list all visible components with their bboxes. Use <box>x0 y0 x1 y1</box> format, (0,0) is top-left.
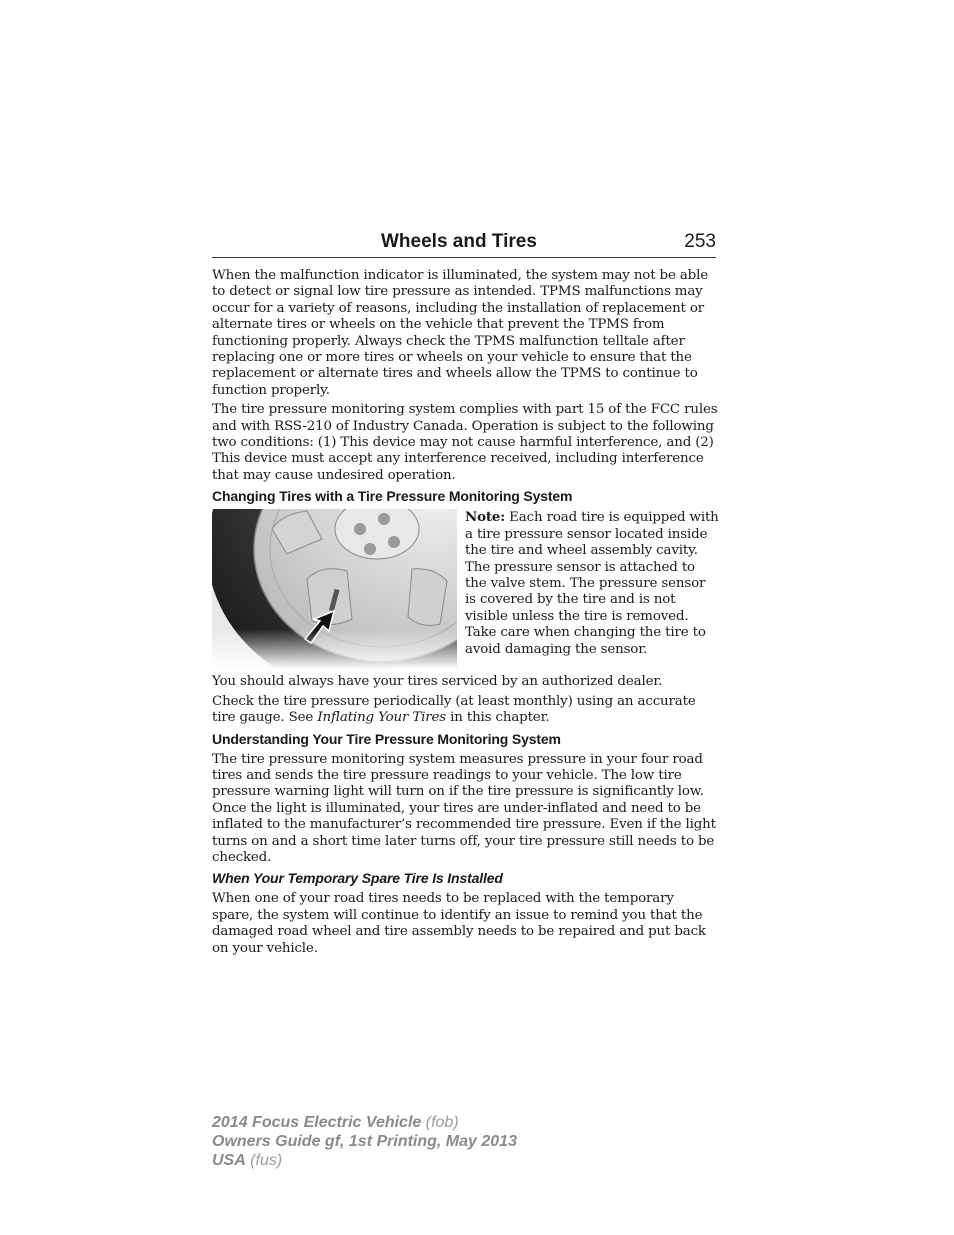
page-footer <box>212 1113 517 1170</box>
footer-market-code: (fus) <box>245 1152 283 1169</box>
footer-line-1 <box>212 1113 517 1132</box>
paragraph-tpms-malfunction: When the malfunction indicator is illuminated, the system may not be able to detect or signal low tire pressure as intended. TPMS malfunctions may occur for a variety of reasons, including the installation of replacement or alternate tires or wheels on the vehicle that prevent the TPMS from functioning properly. Always check the TPMS malfunction telltale after replacing one or more tires or wheels on your vehicle to ensure that the replacement or alternate tires and wheels allow the TPMS to continue to function properly. <box>212 268 709 398</box>
page-header <box>212 229 716 258</box>
sensor-note <box>465 509 720 658</box>
footer-line-3 <box>212 1151 517 1170</box>
heading-changing-tires: Changing Tires with a Tire Pressure Monitoring System <box>212 488 573 505</box>
note-text: Each road tire is equipped with a tire pressure sensor located inside the tire and wheel assembly cavity. The pressure sensor is attached to the valve stem. The pressure sensor is covered by the tire and is not visible unless the tire is removed. Take care when changing the tire to avoid damaging the sensor. <box>465 510 719 657</box>
footer-vehicle-code: (fob) <box>421 1114 459 1131</box>
paragraph-check-pressure <box>212 694 718 727</box>
paragraph-temporary-spare: When one of your road tires needs to be replaced with the temporary spare, the system will continue to identify an issue to remind you that the damaged road wheel and tire assembly needs to be repaired and put back on your vehicle. <box>212 891 706 956</box>
paragraph-fcc-compliance: The tire pressure monitoring system complies with part 15 of the FCC rules and with RSS-210 of Industry Canada. Operation is subject to the following two conditions: (1) This device may not cause harmful interference, and (2) This device must accept any interference received, including interference that may cause undesired operation. <box>212 402 718 483</box>
check-text-before: Check the tire pressure periodically (at least monthly) using an accurate tire gauge. See <box>212 693 696 726</box>
tire-sensor-illustration <box>212 509 457 669</box>
cross-reference-link[interactable]: Inflating Your Tires <box>317 710 447 726</box>
footer-vehicle: 2014 Focus Electric Vehicle <box>212 1114 422 1131</box>
figure-block <box>212 509 718 672</box>
paragraph-dealer-service: You should always have your tires serviced by an authorized dealer. <box>212 674 663 690</box>
footer-line-2 <box>212 1132 517 1151</box>
note-label: Note: <box>465 509 506 526</box>
paragraph-understanding-tpms: The tire pressure monitoring system measures pressure in your four road tires and sends the tire pressure readings to your vehicle. The low tire pressure warning light will turn on if the tire pressure is significantly low. Once the light is illuminated, your tires are under-inflated and need to be inflated to the manufacturer’s recommended tire pressure. Even if the light turns on and a short time later turns off, your tire pressure still needs to be checked. <box>212 751 716 865</box>
footer-market: USA <box>212 1152 246 1169</box>
check-text-after: in this chapter. <box>446 710 550 726</box>
page-number: 253 <box>684 231 716 252</box>
heading-temporary-spare: When Your Temporary Spare Tire Is Installed <box>212 870 503 887</box>
chapter-title: Wheels and Tires <box>381 231 537 252</box>
footer-printing: Owners Guide gf, 1st Printing, May 2013 <box>212 1133 517 1150</box>
page-body <box>212 268 718 960</box>
heading-understanding-tpms: Understanding Your Tire Pressure Monitoring System <box>212 730 561 747</box>
